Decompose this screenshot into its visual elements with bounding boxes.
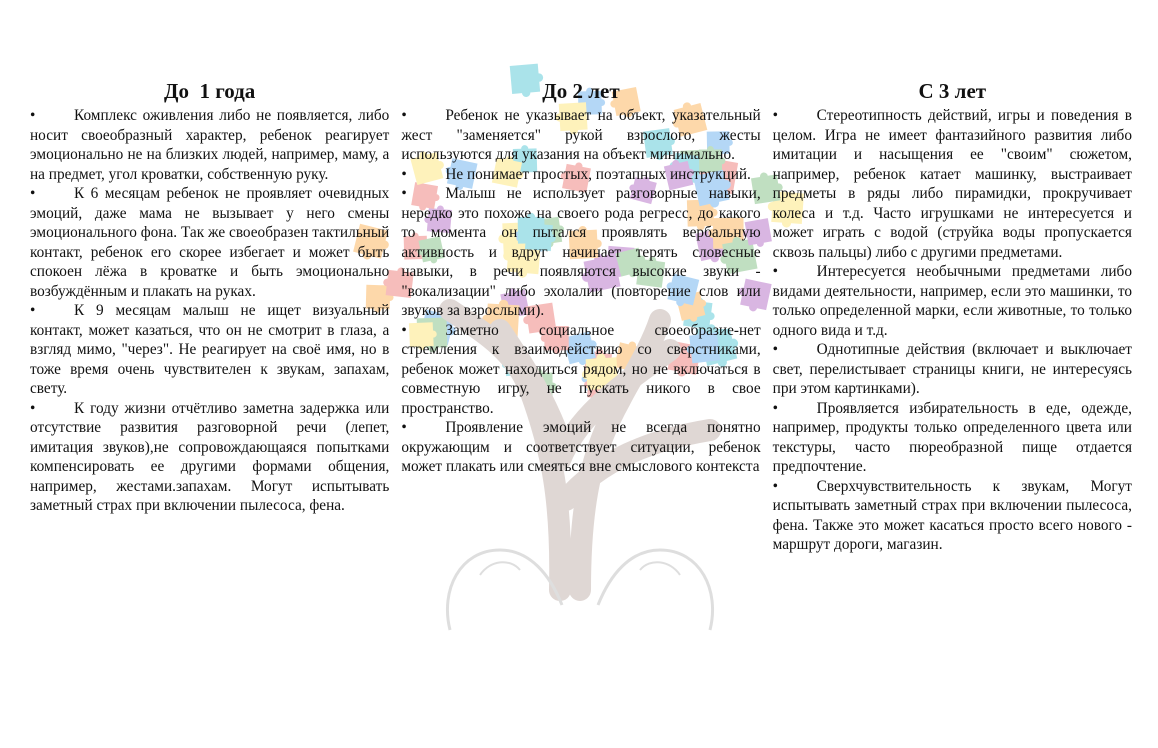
bullet-icon: • [401,107,407,124]
bullet-icon: • [401,321,407,339]
column-title: До 2 лет [542,79,620,103]
bullet-icon: • [30,107,36,124]
list-item [773,262,1132,340]
list-item [401,106,760,165]
list-item [773,477,1132,555]
list-item-text: Стереотипность действий, игры и поведения в целом. Игра не имеет фантазийного развития либо имитации и насыщения ее "своим" сюжетом, например, ребенок катает машинку, выстраивает предметы в ряды либо пирамидки, прокручивает колеса и т.д. Часто игрушками не интересуется и может играть с водой (струйка воды пропускается сквозь пальцы) либо с другими предметами. [772,107,1132,261]
list-item-text: Не понимает простых, поэтапных инструкций. [445,165,751,183]
list-item-text: К году жизни отчётливо заметна задержка или отсутствие развития разговорной речи (лепет, имитация звуков),не сопровождающаяся попытками компенсировать ее другими формами общения, например, жестами.запахам. Могут испытывать заметный страх при включении пылесоса, фена. [30,399,390,514]
list-item [30,184,389,301]
list-item [401,184,760,321]
list-item-text: Сверхчувствительность к звукам, Могут испытывать заметный страх при включении пылесоса, фена. Также это может касаться просто всего нового - маршрут дороги, магазин. [772,477,1132,553]
list-item [30,106,389,184]
column-title: До 1 года [164,79,256,103]
list-item-text: К 9 месяцам малыш не ищет визуальный контакт, может казаться, что он не смотрит в глаза, а взгляд мимо, "через". Не реагирует на своё имя, но в тоже время очень чувствителен к звукам, запахам, свету. [30,302,390,397]
bullet-icon: • [772,477,779,495]
bullet-icon: • [401,165,407,183]
bullet-icon: • [772,399,779,417]
list-item [30,399,389,516]
bullet-icon: • [30,399,36,417]
list-item [30,301,389,399]
columns-container [30,78,1132,555]
column-toddler [401,78,760,555]
list-item-text: К 6 месяцам ребенок не проявляет очевидных эмоций, даже мама не вызывает у него смены эмоционального фона. Так же своеобразен тактильный контакт, ребенок его скорее избегает и может быть спокоен лёжа в кроватке и быть эмоционально возбуждённым и плакать на руках. [30,185,390,300]
bullet-icon: • [772,107,779,124]
column-title: С 3 лет [918,79,987,103]
list-item-text: Заметно социальное своеобразие-нет стремления к взаимодействию со сверстниками, ребенок может находиться рядом, но не включаться в совместную игру, не пускать никого в свое пространство. [401,321,761,417]
list-item-text: Однотипные действия (включает и выключает свет, перелистывает страницы книги, не интересуясь при этом картинками). [772,341,1132,397]
column-infant [30,78,389,555]
list-item-text: Ребенок не указывает на объект, указательный жест "заменяется" рукой взрослого, жесты используются для указания на объект минимально. [401,107,761,163]
bullet-icon: • [401,185,407,202]
list-item [401,165,760,185]
list-item-text: Малыш не использует разговорные навыки, нередко это похоже на своего рода регресс, до какого то момента он пытался проявлять вербальную активность и вдруг начинает терять словесные навыки, в речи появляются высокие звуки - "вокализации" либо эхолалии (повторение слов или звуков за взрослыми). [401,185,761,319]
list-item-text: Проявление эмоций не всегда понятно окружающим и соответствует ситуации, ребенок может плакать или смеяться вне смыслового контекста [401,419,761,475]
list-item-text: Проявляется избирательность в еде, одежде, например, продукты только определенного цвета или текстуры, часто пюреобразной пище отдается предпочтение. [772,399,1132,475]
list-item-text: Интересуется необычными предметами либо видами деятельности, например, если это машинки, то только определенной марки, если животные, то только одного вида и т.д. [772,263,1132,339]
list-item [401,418,760,477]
bullet-icon: • [30,302,36,319]
column-preschool [773,78,1132,555]
list-item [773,399,1132,477]
list-item [773,106,1132,262]
bullet-icon: • [772,341,779,358]
bullet-icon: • [772,263,779,280]
bullet-icon: • [401,419,407,436]
bullet-icon: • [30,185,36,202]
list-item-text: Комплекс оживления либо не появляется, либо носит своеобразный характер, ребенок реагирует эмоционально не на близких людей, например, маму, а на предмет, угол кроватки, собственную руку. [30,107,390,183]
list-item [773,340,1132,399]
list-item [401,321,760,419]
